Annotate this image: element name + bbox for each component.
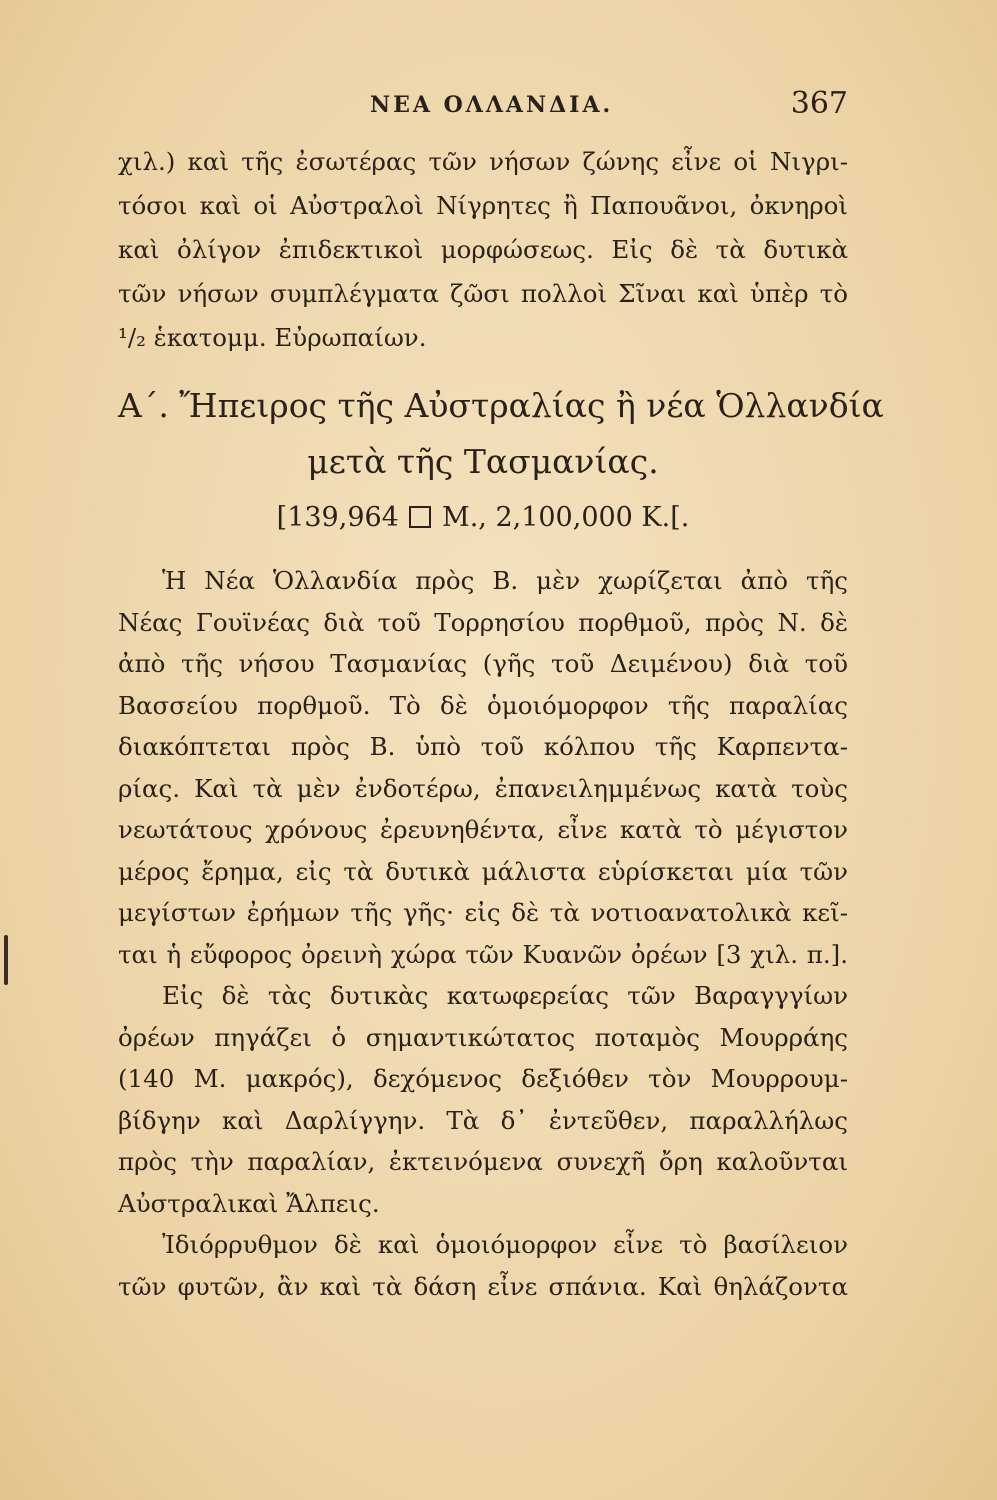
text-line: ἀπὸ τῆς νήσου Τασμανίας (γῆς τοῦ Δειμένου) διὰ τοῦ (118, 649, 848, 678)
page-number: 367 (790, 86, 848, 121)
section-subheading: μετὰ τῆς Τασμανίας. (307, 442, 659, 481)
running-head: ΝΕΑ ΟΛΛΑΝΔΙΑ. (370, 92, 614, 118)
text-line: τόσοι καὶ οἱ Αὐστραλοὶ Νίγρητες ἢ Παπουᾶνοι, ὀκνηροὶ (118, 191, 848, 220)
text-line: διακόπτεται πρὸς Β. ὑπὸ τοῦ κόλπου τῆς Καρπεντα- (118, 732, 848, 761)
text-line: ται ἡ εὔφορος ὀρεινὴ χώρα τῶν Κυανῶν ὀρέων [3 χιλ. π.]. (118, 939, 848, 969)
stats-area: [139,964 (276, 502, 399, 533)
text-line: τῶν φυτῶν, ἂν καὶ τὰ δάση εἶνε σπάνια. Καὶ θηλάζοντα (118, 1271, 848, 1301)
text-line: Εἰς δὲ τὰς δυτικὰς κατωφερείας τῶν Βαραγγγίων (162, 981, 848, 1010)
text-line: Ἡ Νέα Ὁλλανδία πρὸς Β. μὲν χωρίζεται ἀπὸ τῆς (162, 566, 848, 595)
text-line: καὶ ὀλίγον ἐπιδεκτικοὶ μορφώσεως. Εἰς δὲ τὰ δυτικὰ (118, 235, 848, 264)
text-line: τῶν νήσων συμπλέγματα ζῶσι πολλοὶ Σῖναι καὶ ὑπὲρ τὸ (118, 279, 848, 308)
text-line: ρίας. Καὶ τὰ μὲν ἐνδοτέρω, ἐπανειλημμένως κατὰ τοὺς (118, 773, 848, 803)
square-icon (409, 506, 431, 528)
text-line: ὀρέων πηγάζει ὁ σημαντικώτατος ποταμὸς Μουρράης (118, 1022, 848, 1052)
text-line: (140 Μ. μακρός), δεχόμενος δεξιόθεν τὸν Μουρρουμ- (118, 1064, 848, 1093)
text-line: μεγίστων ἐρήμων τῆς γῆς· εἰς δὲ τὰ νοτιοανατολικὰ κεῖ- (118, 898, 848, 927)
page-header (118, 88, 848, 128)
text-line: ¹/₂ ἑκατομμ. Εὐρωπαίων. (118, 323, 427, 352)
text-line: βίδγην καὶ Δαρλίγγην. Τὰ δ᾽ ἐντεῦθεν, παραλλήλως (118, 1105, 848, 1135)
text-line: νεωτάτους χρόνους ἐρευνηθέντα, εἶνε κατὰ τὸ μέγιστον (118, 815, 848, 844)
text-line: πρὸς τὴν παραλίαν, ἐκτεινόμενα συνεχῆ ὄρη καλοῦνται (118, 1147, 848, 1176)
body-text (118, 560, 848, 1307)
text-line: Βασσείου πορθμοῦ. Τὸ δὲ ὁμοιόμορφον τῆς παραλίας (118, 690, 848, 720)
section-stats (118, 496, 848, 540)
text-line: Αὐστραλικαὶ Ἄλπεις. (118, 1188, 380, 1218)
margin-mark (4, 935, 8, 985)
stats-population: Μ., 2,100,000 Κ.[. (442, 502, 690, 533)
text-line: χιλ.) καὶ τῆς ἐσωτέρας τῶν νήσων ζώνης εἶνε οἱ Νιγρι- (118, 147, 848, 176)
text-line: Ἰδιόρρυθμον δὲ καὶ ὁμοιόμορφον εἶνε τὸ βασίλειον (162, 1230, 848, 1259)
intro-paragraph (118, 140, 848, 360)
text-line: μέρος ἔρημα, εἰς τὰ δυτικὰ μάλιστα εὑρίσκεται μία τῶν (118, 856, 848, 886)
section-heading: Α΄. Ἤπειρος τῆς Αὐστραλίας ἢ νέα Ὁλλανδία (118, 386, 884, 425)
text-line: Νέας Γουϊνέας διὰ τοῦ Τορρησίου πορθμοῦ, πρὸς Ν. δὲ (118, 607, 848, 637)
